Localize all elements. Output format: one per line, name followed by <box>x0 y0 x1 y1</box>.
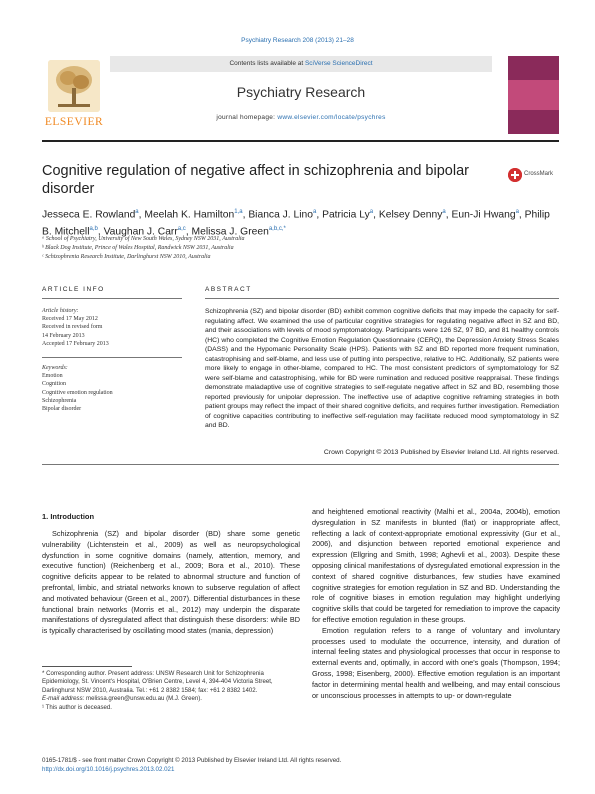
abstract-heading: ABSTRACT <box>205 286 252 293</box>
email-address[interactable]: melissa.green@unsw.edu.au (M.J. Green). <box>86 695 202 703</box>
crossmark-icon <box>508 168 522 182</box>
author-affiliation-marker[interactable]: a <box>515 209 519 215</box>
masthead-center <box>110 56 492 134</box>
author-affiliation-marker[interactable]: a,b,c,* <box>268 226 286 233</box>
keyword: Schizophrenia <box>42 397 77 404</box>
article-title: Cognitive regulation of negative affect in schizophrenia and bipolar disorder <box>42 163 469 197</box>
deceased-note: ¹ This author is deceased. <box>42 703 113 711</box>
author-name[interactable]: Melissa J. Green <box>191 226 269 238</box>
abstract-rule <box>205 298 559 299</box>
history-line: Received 17 May 2012 <box>42 316 98 323</box>
issn-line: 0165-1781/$ - see front matter Crown Copyright © 2013 Published by Elsevier Ireland Ltd. All rights reserved. <box>42 757 342 764</box>
journal-reference[interactable]: Psychiatry Research 208 (2013) 21–28 <box>241 37 354 44</box>
history-line: 14 February 2013 <box>42 332 85 339</box>
cover-band <box>508 80 559 110</box>
history-label: Article history: <box>42 308 79 314</box>
author-name[interactable]: Philip B. Mitchell <box>42 209 550 238</box>
affiliation-c: ᶜ Schizophrenia Research Institute, Darlinghurst NSW 2010, Australia <box>42 254 211 260</box>
article-info-rule <box>42 298 182 299</box>
intro-paragraph: Schizophrenia (SZ) and bipolar disorder (BD) share some genetic vulnerability (Lichtenstein et al., 2009) as well as neuropsychological dysfunction in some cognitive domains (namely, attention, memory, and executive function) (Reichenberg et al., 2009; Bora et al., 2010). These cognitive deficits appear to be related to abnormal structure and function of prefrontal, limbic, and striatal networks known to subserve regulation of affect and motivated behaviour (Green et al., 2007). Differential disturbances in these functional brain networks (Morris et al., 2012) may underpin the disparate manifestations of dysregulated affect that distinguish these disorders: while BD is typically characterised by oscillating mood states (mania, depression) <box>42 529 300 636</box>
crossmark-badge[interactable] <box>508 168 562 188</box>
author-affiliation-marker[interactable]: a,b <box>89 226 98 233</box>
journal-cover-thumbnail[interactable] <box>508 56 559 134</box>
sciencedirect-link[interactable]: SciVerse ScienceDirect <box>304 60 373 67</box>
affiliation-b: ᵇ Black Dog Institute, Prince of Wales Hospital, Randwick NSW 2031, Australia <box>42 245 234 251</box>
abstract-bottom-rule <box>42 464 559 465</box>
elsevier-logo[interactable] <box>42 56 106 134</box>
abstract-copyright: Crown Copyright © 2013 Published by Elsevier Ireland Ltd. All rights reserved. <box>323 449 559 456</box>
author-affiliation-marker[interactable]: 1,a <box>234 209 243 215</box>
footnote-divider <box>42 666 132 667</box>
keywords-block <box>42 364 182 413</box>
corresponding-author-note: * Corresponding author. Present address: UNSW Research Unit for Schizophrenia Epidemiology, St. Vincent's Hospital, O'Brien Centre, Level 4, 394-404 Victoria Street, Darlinghurst NSW 2010, Australia. Tel.: +61 2 8382 1584; fax: +61 2 8382 1402. <box>42 670 273 694</box>
footnotes <box>42 670 300 712</box>
doi-line <box>42 766 559 773</box>
keywords-label: Keywords: <box>42 365 68 371</box>
email-label: E-mail address: <box>42 695 85 703</box>
publisher-name: ELSEVIER <box>44 116 104 128</box>
history-divider <box>42 357 182 358</box>
author-name[interactable]: Jesseca E. Rowland <box>42 209 136 221</box>
affiliation-a: ᵃ School of Psychiatry, University of New South Wales, Sydney NSW 2031, Australia <box>42 236 245 242</box>
author-name[interactable]: Patricia Ly <box>322 209 370 221</box>
contents-prefix: Contents lists available at <box>229 60 305 67</box>
keyword: Cognitive emotion regulation <box>42 389 113 396</box>
journal-name: Psychiatry Research <box>236 84 366 100</box>
crossmark-label: CrossMark <box>524 171 554 177</box>
masthead-divider <box>42 140 559 142</box>
author-affiliation-marker[interactable]: a <box>369 209 374 215</box>
author-name[interactable]: Vaughan J. Carr <box>103 226 178 238</box>
homepage-link[interactable]: www.elsevier.com/locate/psychres <box>277 114 386 121</box>
keyword: Emotion <box>42 373 63 380</box>
elsevier-tree-icon <box>48 60 100 112</box>
author-name[interactable]: Eun-Ji Hwang <box>451 209 516 221</box>
author-affiliation-marker[interactable]: a,c <box>177 226 186 233</box>
doi-link[interactable]: http://dx.doi.org/10.1016/j.psychres.2013.02.021 <box>42 766 175 773</box>
intro-paragraph: Emotion regulation refers to a range of voluntary and involuntary processes used to modulate the occurrence, intensity, and duration of internal feeling states and physiological processes that occur in response to external events and, optimally, in accord with one's goals (Thompson, 1994; Gross, 1998; Eisenberg, 2000). Effective emotion regulation is an important factor in determining mental health and wellbeing, and may entail conscious or unconscious processes in attempts to up- or down-regulate <box>312 625 560 700</box>
intro-left-column <box>42 529 300 637</box>
section-heading-introduction: 1. Introduction <box>42 512 95 521</box>
contents-bar <box>110 56 492 72</box>
homepage-prefix: journal homepage: <box>216 114 278 121</box>
history-line: Accepted 17 February 2013 <box>42 340 109 347</box>
author-list: Jesseca E. Rowland$^a$, Meelah K. Hamilton$^{1,a}$, Bianca J. Lino$^a$, Patricia Ly$^a$, Kelsey Denny$^a$, Eun-Ji Hwang$^a$, Philip B. Mitchell$^{a,b}$, Vaughan J. Carr$^{a,c}$, Melissa J. Green$^{a,b,c,*}$ <box>42 209 550 238</box>
article-info-heading: ARTICLE INFO <box>42 286 105 293</box>
article-history <box>42 307 182 348</box>
author-affiliation-marker[interactable]: a <box>135 209 139 215</box>
intro-paragraph: and heightened emotional reactivity (Malhi et al., 2004a, 2004b), emotion dysregulation in SZ manifests in blunted (flat) or inappropriate affect, reflecting a lack of context-appropriate emotional expressivity (Gur et al., 2006), and disjunction between reported emotional experience and expression (Ellgring and Smith, 1998; Aghevli et al., 2003). Despite these opposing clinical manifestations of dysregulated emotional expression in the context of shared cognitive disturbances, few studies have examined cognitive strategies for emotion regulation in SZ and BD. Understanding the role of cognitive biases in emotion regulation may highlight underlying cognitive skills that could be targeted for remediation to improve the capacity for effective emotion regulation in these groups. <box>312 507 560 624</box>
keyword: Bipolar disorder <box>42 406 82 413</box>
author-affiliation-marker[interactable]: a <box>313 209 317 215</box>
author-name[interactable]: Kelsey Denny <box>378 209 443 221</box>
author-affiliation-marker[interactable]: a <box>442 209 446 215</box>
masthead <box>42 56 559 134</box>
journal-homepage <box>110 114 492 121</box>
keyword: Cognition <box>42 381 67 388</box>
history-line: Received in revised form <box>42 324 103 331</box>
abstract-text: Schizophrenia (SZ) and bipolar disorder (BD) exhibit common cognitive deficits that may impede the capacity for self-regulating affect. We examined the use of particular cognitive strategies for regulating negative affect in SZ and BD, and their associations with levels of mood symptomatology. Participants were 126 SZ, 97 BD, and 81 healthy controls (HC) who completed the Cognitive Emotion Regulation Questionnaire (CERQ), the Depression Anxiety Stress Scales (DASS) and the Hypomanic Personality Scale (HPS). Patients with SZ and BD reported more frequent rumination, catastrophising and self-blame, and less use of putting into perspective, relative to HC. Additionally, SZ patients were more likely to engage in other-blame, compared to HC. The most consistent predictors of symptomatology for SZ were self-blame and catastrophising, while for BD were rumination and reduced positive reappraisal. These findings demonstrate maladaptive use of cognitive strategies to self-regulate negative affect in SZ and BD, resembling those reported previously for unipolar depression. The ineffective use of adaptive cognitive reframing strategies in both patient groups may reflect the impact of their shared cognitive deficits, and requires further investigation. Remediation of cognitive capacities contributing to ineffective self-regulation may facilitate reduced mood symptomatology in SZ and BD. <box>205 308 559 429</box>
author-name[interactable]: Bianca J. Lino <box>248 209 313 221</box>
author-name[interactable]: Meelah K. Hamilton <box>144 209 235 221</box>
intro-right-column <box>312 507 560 701</box>
